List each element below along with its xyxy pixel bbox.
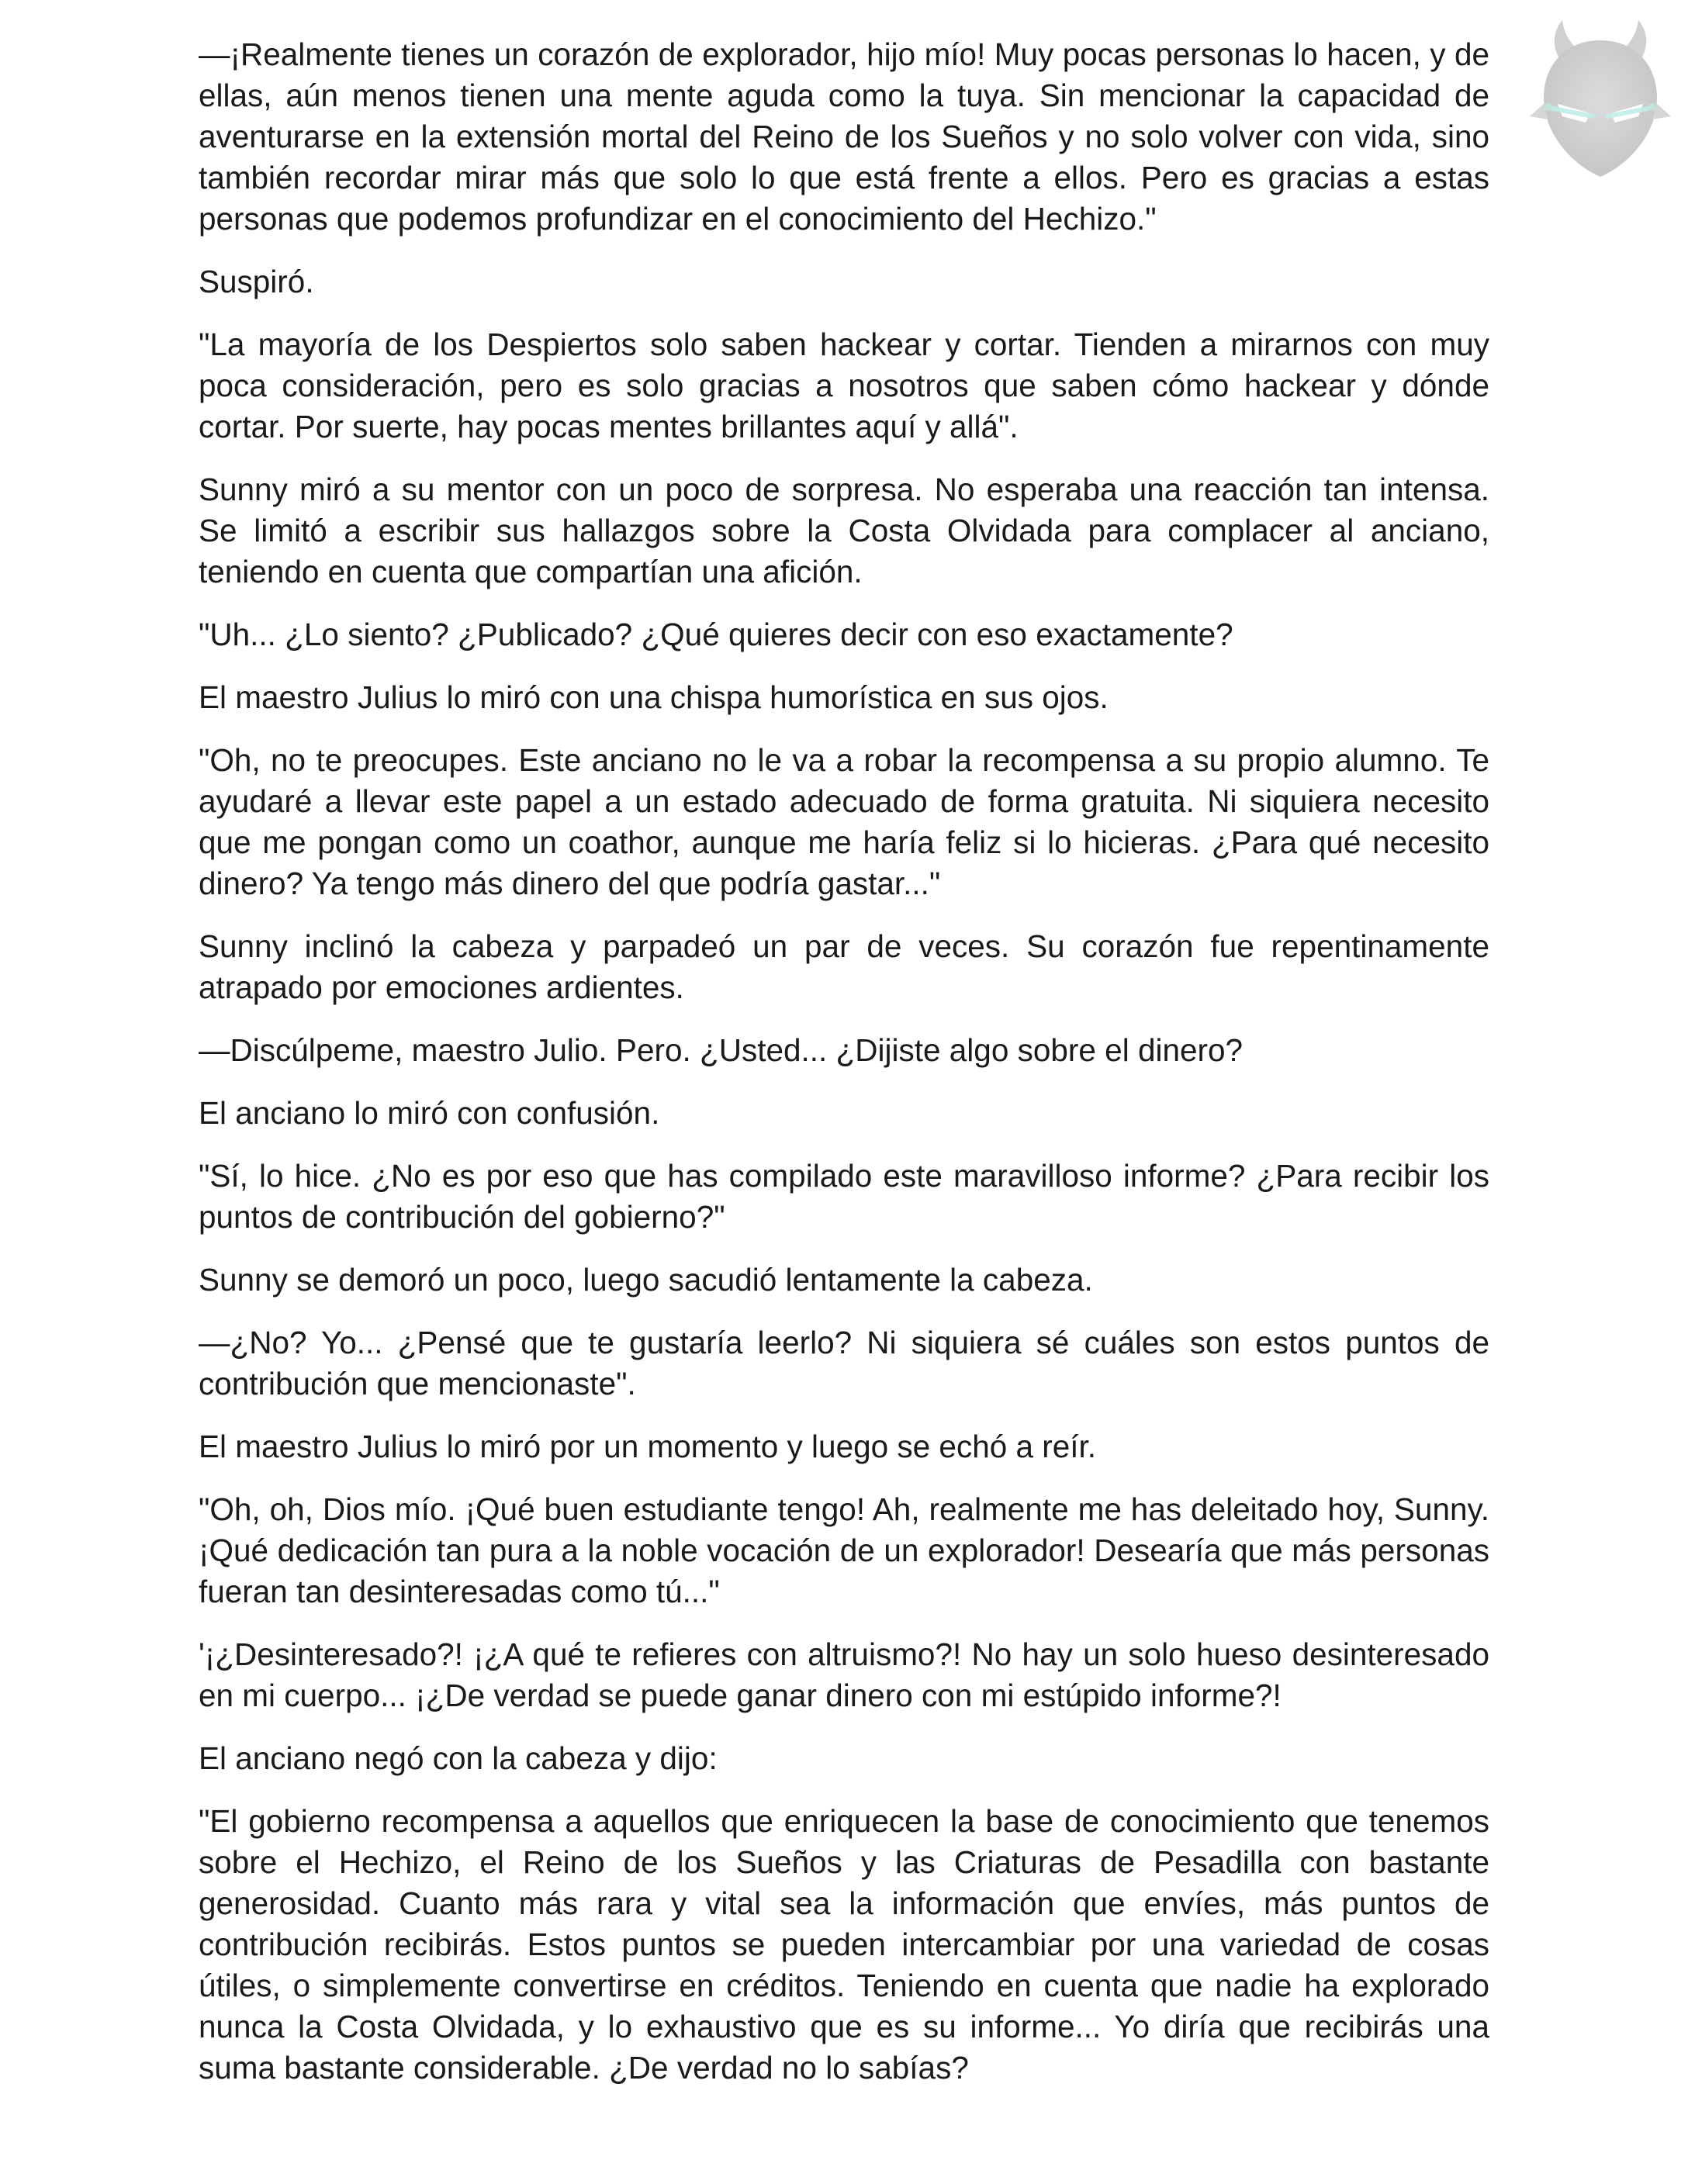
paragraph: Sunny se demoró un poco, luego sacudió lentamente la cabeza. bbox=[199, 1262, 1093, 1298]
paragraph: "El gobierno recompensa a aquellos que enriquecen la base de conocimiento que tenemos sobre el Hechizo, el Reino de los Sueños y las Criaturas de Pesadilla con bastante generosidad. Cuanto más rara y vital sea la información que envíes, más puntos de contribución recibirás. Estos puntos se pueden intercambiar por una variedad de cosas útiles, o simplemente convertirse en créditos. Teniendo en cuenta que nadie ha explorado nunca la Costa Olvidada, y lo exhaustivo que es su informe... Yo diría que recibirás una suma bastante considerable. ¿De verdad no lo sabías? bbox=[199, 1803, 1489, 2086]
paragraph: —¿No? Yo... ¿Pensé que te gustaría leerlo? Ni siquiera sé cuáles son estos puntos de contribución que mencionaste". bbox=[199, 1325, 1489, 1401]
document-body bbox=[199, 34, 1489, 2110]
paragraph: El maestro Julius lo miró con una chispa humorística en sus ojos. bbox=[199, 679, 1109, 715]
paragraph: El maestro Julius lo miró por un momento y luego se echó a reír. bbox=[199, 1429, 1097, 1464]
demon-head-icon bbox=[1527, 17, 1674, 180]
paragraph: El anciano lo miró con confusión. bbox=[199, 1095, 660, 1131]
paragraph: "Uh... ¿Lo siento? ¿Publicado? ¿Qué quieres decir con eso exactamente? bbox=[199, 617, 1233, 652]
paragraph: "Sí, lo hice. ¿No es por eso que has compilado este maravilloso informe? ¿Para recibir los puntos de contribución del gobierno?" bbox=[199, 1158, 1489, 1235]
paragraph: —Discúlpeme, maestro Julio. Pero. ¿Usted... ¿Dijiste algo sobre el dinero? bbox=[199, 1032, 1244, 1068]
paragraph: Suspiró. bbox=[199, 264, 314, 299]
paragraph: Sunny miró a su mentor con un poco de sorpresa. No esperaba una reacción tan intensa. Se limitó a escribir sus hallazgos sobre la Costa Olvidada para complacer al anciano, teniendo en cuenta que compartían una afición. bbox=[199, 472, 1489, 589]
paragraph: '¡¿Desinteresado?! ¡¿A qué te refieres con altruismo?! No hay un solo hueso desinteresado en mi cuerpo... ¡¿De verdad se puede ganar dinero con mi estúpido informe?! bbox=[199, 1636, 1489, 1713]
paragraph: —¡Realmente tienes un corazón de explorador, hijo mío! Muy pocas personas lo hacen, y de ellas, aún menos tienen una mente aguda como la tuya. Sin mencionar la capacidad de aventurarse en la extensión mortal del Reino de los Sueños y no solo volver con vida, sino también recordar mirar más que solo lo que está frente a ellos. Pero es gracias a estas personas que podemos profundizar en el conocimiento del Hechizo." bbox=[199, 36, 1489, 237]
paragraph: El anciano negó con la cabeza y dijo: bbox=[199, 1740, 718, 1776]
paragraph: "Oh, no te preocupes. Este anciano no le va a robar la recompensa a su propio alumno. Te ayudaré a llevar este papel a un estado adecuado de forma gratuita. Ni siquiera necesito que me pongan como un coathor, aunque me haría feliz si lo hicieras. ¿Para qué necesito dinero? Ya tengo más dinero del que podría gastar..." bbox=[199, 742, 1489, 901]
paragraph: "La mayoría de los Despiertos solo saben hackear y cortar. Tienden a mirarnos con muy poca consideración, pero es solo gracias a nosotros que saben cómo hackear y dónde cortar. Por suerte, hay pocas mentes brillantes aquí y allá". bbox=[199, 327, 1489, 444]
paragraph: Sunny inclinó la cabeza y parpadeó un par de veces. Su corazón fue repentinamente atrapado por emociones ardientes. bbox=[199, 928, 1489, 1005]
paragraph: "Oh, oh, Dios mío. ¡Qué buen estudiante tengo! Ah, realmente me has deleitado hoy, Sunny. ¡Qué dedicación tan pura a la noble vocación de un explorador! Desearía que más personas fueran tan desinteresadas como tú..." bbox=[199, 1491, 1489, 1609]
